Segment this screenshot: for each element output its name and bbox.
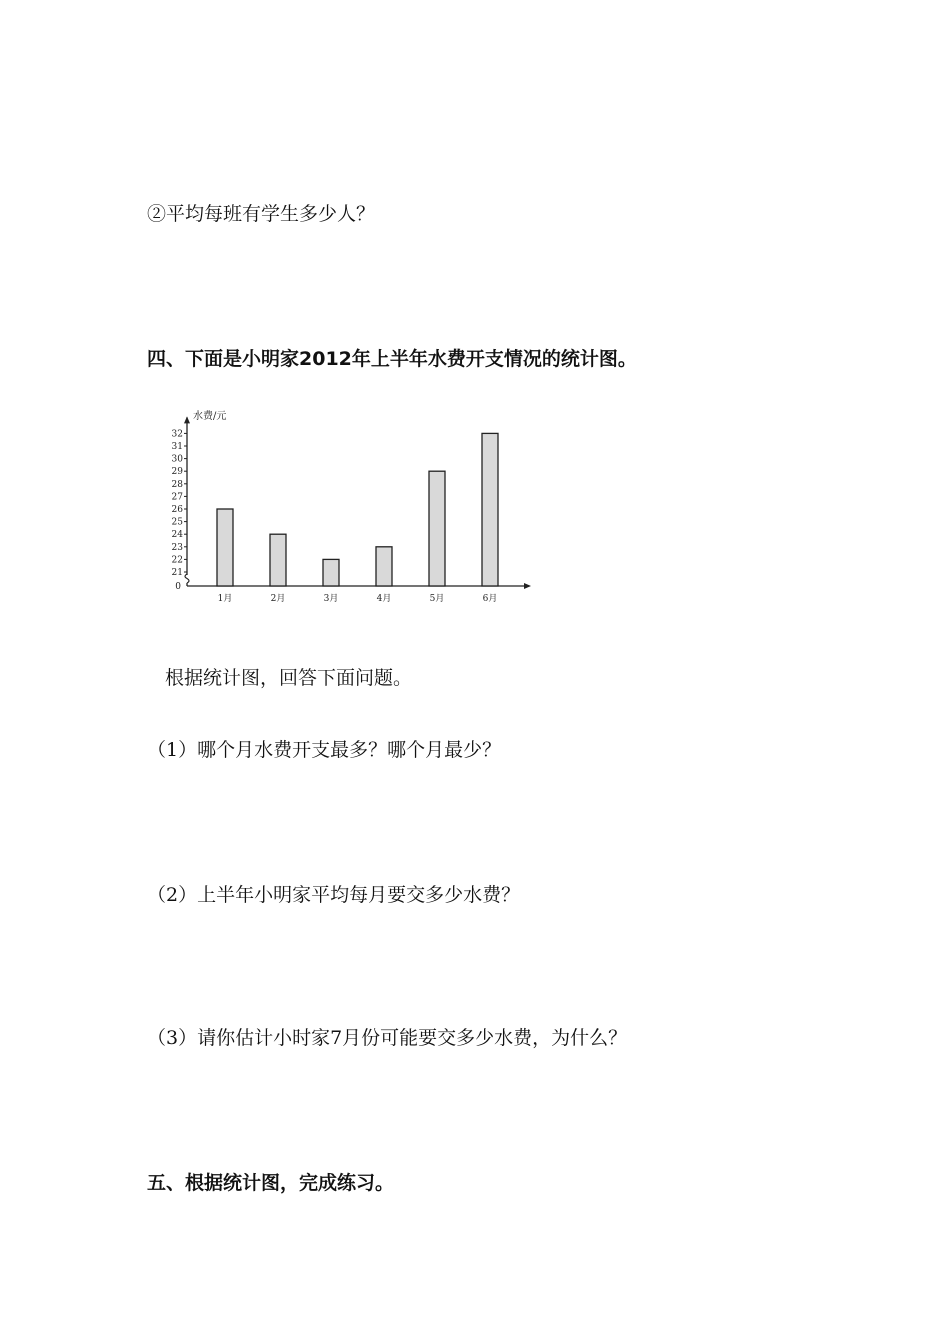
question-2: （2）上半年小明家平均每月要交多少水费？ [147, 884, 521, 906]
chart-bar [429, 471, 445, 586]
chart-y-tick-label: 28 [171, 479, 183, 490]
chart-y-tick-label: 26 [171, 505, 183, 515]
chart-x-tick-label: 1月 [217, 594, 233, 604]
chart-y-tick-label: 22 [171, 555, 183, 566]
chart-bars [217, 433, 498, 586]
question-3: （3）请你估计小时家7月份可能要交多少水费，为什么？ [147, 1027, 628, 1049]
chart-y-tick-label: 24 [171, 530, 183, 541]
water-fee-bar-chart [160, 402, 540, 610]
chart-x-axis-arrow [524, 583, 531, 589]
question-1: （1）哪个月水费开支最多？哪个月最少？ [147, 739, 502, 761]
chart-y-tick-label: 32 [171, 429, 183, 440]
chart-axes [184, 416, 531, 589]
chart-y-tick-label: 27 [171, 492, 183, 503]
section-4-heading: 四、下面是小明家2012年上半年水费开支情况的统计图。 [147, 348, 637, 370]
chart-x-labels [218, 593, 498, 604]
chart-bar [323, 559, 339, 586]
chart-x-tick-label: 6月 [482, 594, 498, 604]
chart-y-tick-label: 25 [171, 517, 183, 528]
chart-bar [270, 534, 286, 586]
section-5-heading: 五、根据统计图，完成练习。 [147, 1172, 395, 1194]
question-average-students: ②平均每班有学生多少人？ [147, 203, 376, 225]
chart-y-axis-label: 水费/元 [193, 411, 227, 422]
chart-y-axis-arrow [184, 416, 190, 423]
chart-x-tick-label: 4月 [376, 594, 392, 604]
chart-bar [482, 433, 498, 586]
chart-x-tick-label: 3月 [323, 594, 339, 604]
chart-bar [376, 547, 392, 586]
chart-x-tick-label: 2月 [270, 594, 286, 604]
chart-y-origin-label: 0 [175, 582, 181, 592]
chart-instruction: 根据统计图，回答下面问题。 [165, 667, 413, 689]
chart-y-tick-label: 30 [171, 454, 183, 465]
chart-y-tick-label: 31 [171, 442, 183, 452]
chart-y-tick-label: 21 [171, 568, 183, 578]
chart-y-tick-label: 23 [171, 542, 183, 553]
chart-y-tick-label: 29 [171, 467, 183, 478]
chart-bar [217, 509, 233, 586]
chart-y-ticks [172, 429, 187, 592]
chart-x-tick-label: 5月 [429, 594, 445, 604]
